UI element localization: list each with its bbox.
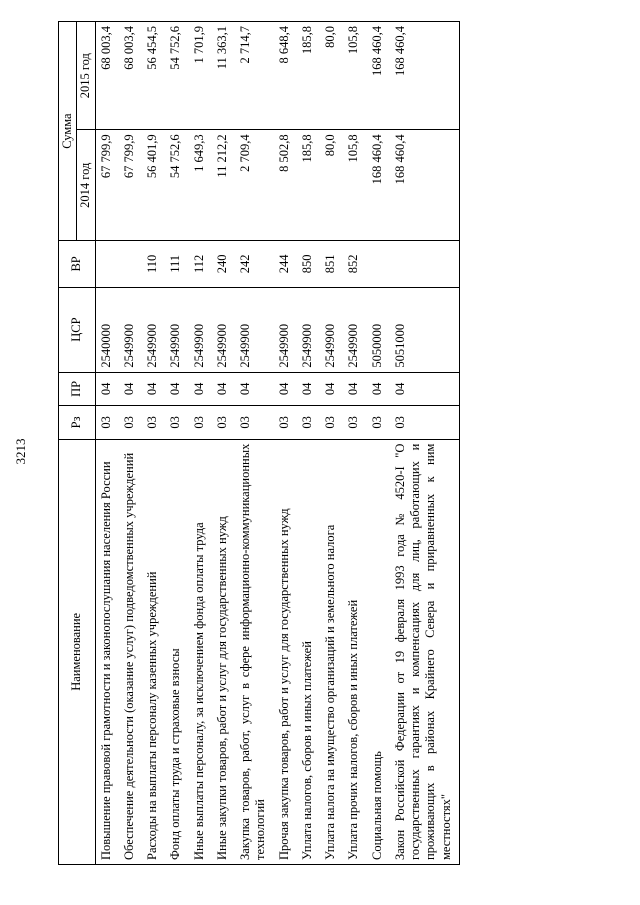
table-body: [95, 22, 459, 865]
table-row: [367, 22, 390, 865]
row-csr: 2549900: [235, 287, 274, 372]
row-csr: 2549900: [119, 287, 142, 372]
row-amount-2015: 80,0: [320, 22, 343, 130]
row-amount-2014: 8 502,8: [274, 130, 297, 241]
row-amount-2015: 56 454,5: [142, 22, 165, 130]
row-name: Прочая закупка товаров, работ и услуг для государственных нужд: [274, 439, 297, 864]
row-amount-2014: 185,8: [297, 130, 320, 241]
row-amount-2015: 54 752,6: [165, 22, 188, 130]
row-amount-2015: 68 003,4: [119, 22, 142, 130]
row-pr: 04: [235, 372, 274, 406]
row-pr: 04: [367, 372, 390, 406]
table-row: [165, 22, 188, 865]
row-csr: 2549900: [274, 287, 297, 372]
row-vr: [119, 241, 142, 287]
table-row: [142, 22, 165, 865]
row-pr: 04: [212, 372, 235, 406]
row-amount-2015: 1 701,9: [189, 22, 212, 130]
budget-table: [58, 21, 460, 865]
row-csr: 2549900: [165, 287, 188, 372]
row-name: Иные выплаты персоналу, за исключением фонда оплаты труда: [189, 439, 212, 864]
row-amount-2015: 105,8: [343, 22, 366, 130]
header-rz: Рз: [59, 406, 96, 440]
row-amount-2014: 168 460,4: [390, 130, 460, 241]
row-pr: 04: [165, 372, 188, 406]
row-amount-2015: 2 714,7: [235, 22, 274, 130]
row-vr: [367, 241, 390, 287]
row-vr: 850: [297, 241, 320, 287]
row-amount-2015: 11 363,1: [212, 22, 235, 130]
row-amount-2014: 168 460,4: [367, 130, 390, 241]
row-name: Иные закупки товаров, работ и услуг для государственных нужд: [212, 439, 235, 864]
row-amount-2014: 56 401,9: [142, 130, 165, 241]
table-row: [95, 22, 119, 865]
row-name: Уплата налога на имущество организаций и земельного налога: [320, 439, 343, 864]
row-vr: [390, 241, 460, 287]
table-row: [297, 22, 320, 865]
row-name: Фонд оплаты труда и страховые взносы: [165, 439, 188, 864]
row-vr: 110: [142, 241, 165, 287]
row-name: Закупка товаров, работ, услуг в сфере информационно-коммуникационных технологий: [235, 439, 274, 864]
row-rz: 03: [320, 406, 343, 440]
table-row: [189, 22, 212, 865]
row-amount-2014: 2 709,4: [235, 130, 274, 241]
row-rz: 03: [343, 406, 366, 440]
row-vr: 244: [274, 241, 297, 287]
row-vr: 240: [212, 241, 235, 287]
table-row: [343, 22, 366, 865]
row-rz: 03: [142, 406, 165, 440]
row-amount-2015: 168 460,4: [390, 22, 460, 130]
row-name: Расходы на выплаты персоналу казенных учреждений: [142, 439, 165, 864]
row-rz: 03: [119, 406, 142, 440]
row-pr: 04: [189, 372, 212, 406]
row-pr: 04: [95, 372, 119, 406]
row-name: Уплата прочих налогов, сборов и иных платежей: [343, 439, 366, 864]
row-amount-2014: 11 212,2: [212, 130, 235, 241]
row-pr: 04: [297, 372, 320, 406]
row-pr: 04: [274, 372, 297, 406]
row-csr: 2540000: [95, 287, 119, 372]
row-pr: 04: [119, 372, 142, 406]
header-name: Наименование: [59, 439, 96, 864]
header-year-2014: 2014 год: [77, 130, 95, 241]
page-number: 3213: [13, 438, 28, 465]
row-rz: 03: [189, 406, 212, 440]
row-amount-2014: 67 799,9: [95, 130, 119, 241]
row-rz: 03: [95, 406, 119, 440]
row-amount-2015: 185,8: [297, 22, 320, 130]
row-pr: 04: [142, 372, 165, 406]
table-header: [59, 22, 96, 865]
header-year-2015: 2015 год: [77, 22, 95, 130]
row-csr: 2549900: [142, 287, 165, 372]
header-pr: ПР: [59, 372, 96, 406]
row-amount-2014: 1 649,3: [189, 130, 212, 241]
table-row: [212, 22, 235, 865]
row-rz: 03: [235, 406, 274, 440]
row-name: Повышение правовой грамотности и законопослушания населения России: [95, 439, 119, 864]
row-amount-2014: 80,0: [320, 130, 343, 241]
table-row: [390, 22, 460, 865]
table-row: [320, 22, 343, 865]
row-vr: 242: [235, 241, 274, 287]
row-csr: 2549900: [343, 287, 366, 372]
row-csr: 5050000: [367, 287, 390, 372]
row-rz: 03: [165, 406, 188, 440]
row-rz: 03: [297, 406, 320, 440]
table-row: [235, 22, 274, 865]
row-csr: 5051000: [390, 287, 460, 372]
table-row: [274, 22, 297, 865]
row-name: Уплата налогов, сборов и иных платежей: [297, 439, 320, 864]
row-rz: 03: [390, 406, 460, 440]
row-name: Обеспечение деятельности (оказание услуг) подведомственных учреждений: [119, 439, 142, 864]
row-name: Социальная помощь: [367, 439, 390, 864]
row-vr: 851: [320, 241, 343, 287]
row-rz: 03: [212, 406, 235, 440]
row-rz: 03: [274, 406, 297, 440]
row-csr: 2549900: [297, 287, 320, 372]
row-pr: 04: [390, 372, 460, 406]
header-sum: Сумма: [59, 22, 77, 241]
row-amount-2014: 54 752,6: [165, 130, 188, 241]
header-csr: ЦСР: [59, 287, 96, 372]
row-pr: 04: [343, 372, 366, 406]
row-name: Закон Российской Федерации от 19 февраля 1993 года № 4520-I "О государственных гарантиях и компенсациях для лиц, работающих и проживающих в районах Крайнего Севера и приравненных к ним местностях": [390, 439, 460, 864]
row-vr: [95, 241, 119, 287]
row-vr: 852: [343, 241, 366, 287]
header-vr: ВР: [59, 241, 96, 287]
row-amount-2014: 67 799,9: [119, 130, 142, 241]
row-pr: 04: [320, 372, 343, 406]
row-vr: 112: [189, 241, 212, 287]
row-csr: 2549900: [189, 287, 212, 372]
row-amount-2015: 8 648,4: [274, 22, 297, 130]
row-amount-2014: 105,8: [343, 130, 366, 241]
row-csr: 2549900: [320, 287, 343, 372]
table-row: [119, 22, 142, 865]
row-amount-2015: 68 003,4: [95, 22, 119, 130]
row-vr: 111: [165, 241, 188, 287]
row-csr: 2549900: [212, 287, 235, 372]
row-rz: 03: [367, 406, 390, 440]
row-amount-2015: 168 460,4: [367, 22, 390, 130]
